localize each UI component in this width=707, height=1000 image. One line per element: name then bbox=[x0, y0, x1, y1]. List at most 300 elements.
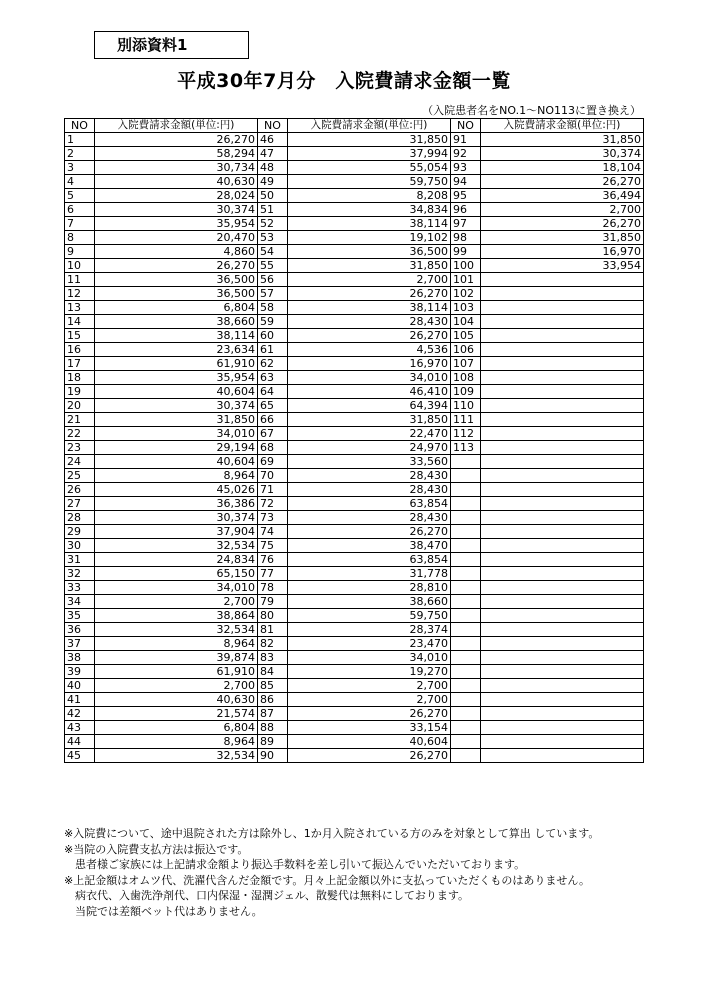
row-amount: 45,026 bbox=[95, 483, 258, 497]
row-amount bbox=[481, 441, 644, 455]
row-amount: 8,964 bbox=[95, 735, 258, 749]
row-no: 102 bbox=[451, 287, 481, 301]
row-no: 78 bbox=[258, 581, 288, 595]
row-no bbox=[451, 511, 481, 525]
row-amount: 34,010 bbox=[95, 427, 258, 441]
row-no: 55 bbox=[258, 259, 288, 273]
row-amount bbox=[481, 413, 644, 427]
row-no: 31 bbox=[65, 553, 95, 567]
row-no: 80 bbox=[258, 609, 288, 623]
row-amount: 26,270 bbox=[288, 329, 451, 343]
row-amount: 2,700 bbox=[95, 679, 258, 693]
row-amount: 31,850 bbox=[288, 413, 451, 427]
row-no: 108 bbox=[451, 371, 481, 385]
row-amount bbox=[481, 567, 644, 581]
row-amount: 61,910 bbox=[95, 357, 258, 371]
row-amount bbox=[481, 343, 644, 357]
row-amount bbox=[481, 273, 644, 287]
table-row bbox=[65, 427, 644, 441]
row-amount: 38,660 bbox=[288, 595, 451, 609]
table-row bbox=[65, 707, 644, 721]
table-row bbox=[65, 147, 644, 161]
row-amount: 39,874 bbox=[95, 651, 258, 665]
note-line: ※当院の入院費支払方法は振込です。 bbox=[64, 842, 249, 856]
row-amount bbox=[481, 399, 644, 413]
table-row bbox=[65, 273, 644, 287]
row-no bbox=[451, 735, 481, 749]
row-amount: 36,500 bbox=[95, 273, 258, 287]
row-no: 69 bbox=[258, 455, 288, 469]
row-no: 88 bbox=[258, 721, 288, 735]
table-row bbox=[65, 343, 644, 357]
row-no: 94 bbox=[451, 175, 481, 189]
row-no: 92 bbox=[451, 147, 481, 161]
row-no: 81 bbox=[258, 623, 288, 637]
table-row bbox=[65, 595, 644, 609]
row-amount: 40,630 bbox=[95, 175, 258, 189]
row-amount: 6,804 bbox=[95, 721, 258, 735]
row-no: 62 bbox=[258, 357, 288, 371]
row-no: 42 bbox=[65, 707, 95, 721]
row-amount: 18,104 bbox=[481, 161, 644, 175]
row-amount: 6,804 bbox=[95, 301, 258, 315]
row-amount: 8,208 bbox=[288, 189, 451, 203]
row-amount: 26,270 bbox=[481, 175, 644, 189]
row-no bbox=[451, 525, 481, 539]
row-no: 72 bbox=[258, 497, 288, 511]
row-amount: 19,102 bbox=[288, 231, 451, 245]
row-amount: 19,270 bbox=[288, 665, 451, 679]
table-row bbox=[65, 329, 644, 343]
row-no: 48 bbox=[258, 161, 288, 175]
row-no: 51 bbox=[258, 203, 288, 217]
row-no: 57 bbox=[258, 287, 288, 301]
row-no: 75 bbox=[258, 539, 288, 553]
row-no: 1 bbox=[65, 133, 95, 147]
row-amount bbox=[481, 707, 644, 721]
table-row bbox=[65, 525, 644, 539]
row-amount: 26,270 bbox=[95, 133, 258, 147]
table-row bbox=[65, 637, 644, 651]
row-no: 36 bbox=[65, 623, 95, 637]
row-no: 91 bbox=[451, 133, 481, 147]
row-no: 47 bbox=[258, 147, 288, 161]
row-amount: 2,700 bbox=[481, 203, 644, 217]
row-no bbox=[451, 609, 481, 623]
row-amount bbox=[481, 637, 644, 651]
note-line: 病衣代、入歯洗浄剤代、口内保湿・湿潤ジェル、散髪代は無料にしております。 bbox=[64, 889, 470, 902]
table-row bbox=[65, 469, 644, 483]
row-amount: 26,270 bbox=[95, 259, 258, 273]
row-amount: 31,850 bbox=[95, 413, 258, 427]
row-amount: 23,470 bbox=[288, 637, 451, 651]
row-no: 2 bbox=[65, 147, 95, 161]
row-amount bbox=[481, 483, 644, 497]
row-no: 112 bbox=[451, 427, 481, 441]
row-no bbox=[451, 707, 481, 721]
row-amount: 36,386 bbox=[95, 497, 258, 511]
row-no: 58 bbox=[258, 301, 288, 315]
row-no: 9 bbox=[65, 245, 95, 259]
row-amount: 38,660 bbox=[95, 315, 258, 329]
row-amount bbox=[481, 525, 644, 539]
table-row bbox=[65, 231, 644, 245]
row-amount: 34,010 bbox=[288, 651, 451, 665]
row-amount: 32,534 bbox=[95, 623, 258, 637]
row-no: 24 bbox=[65, 455, 95, 469]
row-no: 86 bbox=[258, 693, 288, 707]
row-no: 11 bbox=[65, 273, 95, 287]
row-amount: 38,470 bbox=[288, 539, 451, 553]
row-no: 4 bbox=[65, 175, 95, 189]
row-amount bbox=[481, 679, 644, 693]
row-amount bbox=[481, 301, 644, 315]
row-amount: 30,374 bbox=[95, 203, 258, 217]
row-no: 74 bbox=[258, 525, 288, 539]
row-no: 67 bbox=[258, 427, 288, 441]
row-amount: 26,270 bbox=[288, 525, 451, 539]
row-amount: 31,850 bbox=[288, 133, 451, 147]
row-amount: 46,410 bbox=[288, 385, 451, 399]
row-no: 106 bbox=[451, 343, 481, 357]
table-row bbox=[65, 287, 644, 301]
row-no: 41 bbox=[65, 693, 95, 707]
row-amount: 28,430 bbox=[288, 315, 451, 329]
row-amount: 59,750 bbox=[288, 175, 451, 189]
row-amount: 22,470 bbox=[288, 427, 451, 441]
row-amount bbox=[481, 581, 644, 595]
row-amount: 28,374 bbox=[288, 623, 451, 637]
table-row bbox=[65, 455, 644, 469]
row-no: 25 bbox=[65, 469, 95, 483]
table-row bbox=[65, 217, 644, 231]
row-no: 53 bbox=[258, 231, 288, 245]
row-no: 3 bbox=[65, 161, 95, 175]
row-amount bbox=[481, 665, 644, 679]
row-no: 111 bbox=[451, 413, 481, 427]
row-no: 7 bbox=[65, 217, 95, 231]
row-no: 17 bbox=[65, 357, 95, 371]
row-no: 73 bbox=[258, 511, 288, 525]
row-amount bbox=[481, 721, 644, 735]
row-no bbox=[451, 567, 481, 581]
row-amount: 2,700 bbox=[288, 693, 451, 707]
row-amount: 4,536 bbox=[288, 343, 451, 357]
row-amount: 40,604 bbox=[288, 735, 451, 749]
row-amount: 24,834 bbox=[95, 553, 258, 567]
row-no: 77 bbox=[258, 567, 288, 581]
table-row bbox=[65, 749, 644, 763]
row-no: 109 bbox=[451, 385, 481, 399]
row-amount: 2,700 bbox=[95, 595, 258, 609]
row-amount bbox=[481, 455, 644, 469]
table-row bbox=[65, 553, 644, 567]
header-no: NO bbox=[451, 119, 481, 133]
row-no bbox=[451, 693, 481, 707]
row-no: 113 bbox=[451, 441, 481, 455]
row-no: 107 bbox=[451, 357, 481, 371]
table-row bbox=[65, 133, 644, 147]
row-no: 103 bbox=[451, 301, 481, 315]
row-no: 22 bbox=[65, 427, 95, 441]
row-amount bbox=[481, 511, 644, 525]
row-amount: 31,850 bbox=[481, 133, 644, 147]
table-row bbox=[65, 539, 644, 553]
table-row bbox=[65, 651, 644, 665]
row-amount: 2,700 bbox=[288, 273, 451, 287]
row-no: 15 bbox=[65, 329, 95, 343]
table-row bbox=[65, 315, 644, 329]
row-no: 5 bbox=[65, 189, 95, 203]
row-amount: 16,970 bbox=[481, 245, 644, 259]
row-amount: 64,394 bbox=[288, 399, 451, 413]
row-no: 35 bbox=[65, 609, 95, 623]
row-amount: 32,534 bbox=[95, 749, 258, 763]
row-no: 68 bbox=[258, 441, 288, 455]
table-row bbox=[65, 721, 644, 735]
row-no: 96 bbox=[451, 203, 481, 217]
note-line: ※入院費について、途中退院された方は除外し、1か月入院されている方のみを対象として算出 しています。 bbox=[64, 827, 600, 840]
row-amount: 37,904 bbox=[95, 525, 258, 539]
row-no: 89 bbox=[258, 735, 288, 749]
row-amount: 31,850 bbox=[288, 259, 451, 273]
row-no: 50 bbox=[258, 189, 288, 203]
row-no: 71 bbox=[258, 483, 288, 497]
attachment-label: 別添資料1 bbox=[94, 31, 249, 59]
row-no: 6 bbox=[65, 203, 95, 217]
row-amount: 40,604 bbox=[95, 455, 258, 469]
row-amount: 26,270 bbox=[288, 749, 451, 763]
row-no: 79 bbox=[258, 595, 288, 609]
row-no: 83 bbox=[258, 651, 288, 665]
row-no bbox=[451, 539, 481, 553]
row-amount bbox=[481, 329, 644, 343]
row-no bbox=[451, 665, 481, 679]
row-amount: 38,114 bbox=[95, 329, 258, 343]
table-row bbox=[65, 189, 644, 203]
row-no: 105 bbox=[451, 329, 481, 343]
header-amount: 入院費請求金額(単位:円) bbox=[481, 119, 644, 133]
table-row bbox=[65, 259, 644, 273]
row-amount bbox=[481, 315, 644, 329]
table-header-row bbox=[65, 119, 644, 133]
row-amount bbox=[481, 651, 644, 665]
table-row bbox=[65, 623, 644, 637]
row-amount: 2,700 bbox=[288, 679, 451, 693]
header-no: NO bbox=[65, 119, 95, 133]
row-no: 104 bbox=[451, 315, 481, 329]
table-row bbox=[65, 301, 644, 315]
row-amount: 29,194 bbox=[95, 441, 258, 455]
row-amount: 24,970 bbox=[288, 441, 451, 455]
row-amount: 33,954 bbox=[481, 259, 644, 273]
row-amount: 28,810 bbox=[288, 581, 451, 595]
row-amount: 26,270 bbox=[288, 707, 451, 721]
row-amount: 4,860 bbox=[95, 245, 258, 259]
row-amount: 30,374 bbox=[95, 399, 258, 413]
table-row bbox=[65, 161, 644, 175]
row-no: 110 bbox=[451, 399, 481, 413]
row-no: 20 bbox=[65, 399, 95, 413]
row-no: 66 bbox=[258, 413, 288, 427]
row-no: 54 bbox=[258, 245, 288, 259]
row-no: 76 bbox=[258, 553, 288, 567]
table-row bbox=[65, 245, 644, 259]
row-amount bbox=[481, 553, 644, 567]
row-no: 16 bbox=[65, 343, 95, 357]
row-amount bbox=[481, 427, 644, 441]
table-row bbox=[65, 735, 644, 749]
row-no: 82 bbox=[258, 637, 288, 651]
row-no: 61 bbox=[258, 343, 288, 357]
row-no: 56 bbox=[258, 273, 288, 287]
row-no: 64 bbox=[258, 385, 288, 399]
row-amount: 30,734 bbox=[95, 161, 258, 175]
table-row bbox=[65, 665, 644, 679]
row-no: 21 bbox=[65, 413, 95, 427]
header-amount: 入院費請求金額(単位:円) bbox=[95, 119, 258, 133]
row-amount: 21,574 bbox=[95, 707, 258, 721]
row-no bbox=[451, 595, 481, 609]
note-line: 患者様ご家族には上記請求金額より振込手数料を差し引いて振込んでいただいております。 bbox=[64, 858, 526, 871]
row-amount: 28,024 bbox=[95, 189, 258, 203]
row-no: 90 bbox=[258, 749, 288, 763]
table-row bbox=[65, 175, 644, 189]
row-amount: 58,294 bbox=[95, 147, 258, 161]
row-no bbox=[451, 651, 481, 665]
row-no bbox=[451, 721, 481, 735]
row-amount: 28,430 bbox=[288, 511, 451, 525]
row-no: 8 bbox=[65, 231, 95, 245]
row-amount: 32,534 bbox=[95, 539, 258, 553]
row-no bbox=[451, 483, 481, 497]
row-no: 46 bbox=[258, 133, 288, 147]
row-amount: 30,374 bbox=[95, 511, 258, 525]
row-no: 37 bbox=[65, 637, 95, 651]
table-row bbox=[65, 413, 644, 427]
row-amount: 30,374 bbox=[481, 147, 644, 161]
row-no: 29 bbox=[65, 525, 95, 539]
row-no: 13 bbox=[65, 301, 95, 315]
row-no bbox=[451, 553, 481, 567]
row-no bbox=[451, 749, 481, 763]
note-line: 当院では差額ベット代はありません。 bbox=[64, 904, 263, 918]
page-subtitle: （入院患者名をNO.1～NO113に置き換え） bbox=[422, 104, 641, 117]
row-no bbox=[451, 637, 481, 651]
row-amount: 20,470 bbox=[95, 231, 258, 245]
row-amount: 28,430 bbox=[288, 483, 451, 497]
row-no: 27 bbox=[65, 497, 95, 511]
row-amount: 59,750 bbox=[288, 609, 451, 623]
table-row bbox=[65, 441, 644, 455]
row-amount bbox=[481, 693, 644, 707]
row-amount: 35,954 bbox=[95, 371, 258, 385]
table-row bbox=[65, 511, 644, 525]
row-amount: 34,010 bbox=[288, 371, 451, 385]
row-amount bbox=[481, 749, 644, 763]
row-amount: 55,054 bbox=[288, 161, 451, 175]
page-title: 平成30年7月分 入院費請求金額一覧 bbox=[177, 70, 511, 92]
row-no: 100 bbox=[451, 259, 481, 273]
row-amount bbox=[481, 623, 644, 637]
row-no: 65 bbox=[258, 399, 288, 413]
row-no: 28 bbox=[65, 511, 95, 525]
row-no: 18 bbox=[65, 371, 95, 385]
table-row bbox=[65, 203, 644, 217]
row-no: 19 bbox=[65, 385, 95, 399]
row-no: 40 bbox=[65, 679, 95, 693]
row-no: 14 bbox=[65, 315, 95, 329]
table-row bbox=[65, 483, 644, 497]
row-amount: 36,494 bbox=[481, 189, 644, 203]
row-no: 70 bbox=[258, 469, 288, 483]
row-no: 84 bbox=[258, 665, 288, 679]
row-amount: 38,114 bbox=[288, 217, 451, 231]
row-amount: 31,778 bbox=[288, 567, 451, 581]
row-amount: 33,154 bbox=[288, 721, 451, 735]
table-row bbox=[65, 385, 644, 399]
row-amount bbox=[481, 357, 644, 371]
row-amount: 23,634 bbox=[95, 343, 258, 357]
header-no: NO bbox=[258, 119, 288, 133]
table-row bbox=[65, 567, 644, 581]
row-no: 34 bbox=[65, 595, 95, 609]
row-no: 87 bbox=[258, 707, 288, 721]
row-no: 49 bbox=[258, 175, 288, 189]
row-amount bbox=[481, 735, 644, 749]
row-amount: 61,910 bbox=[95, 665, 258, 679]
row-no bbox=[451, 497, 481, 511]
header-amount: 入院費請求金額(単位:円) bbox=[288, 119, 451, 133]
row-no: 60 bbox=[258, 329, 288, 343]
row-no: 101 bbox=[451, 273, 481, 287]
row-no: 33 bbox=[65, 581, 95, 595]
row-amount: 34,010 bbox=[95, 581, 258, 595]
table-row bbox=[65, 679, 644, 693]
row-amount: 8,964 bbox=[95, 469, 258, 483]
row-amount: 40,630 bbox=[95, 693, 258, 707]
row-no: 30 bbox=[65, 539, 95, 553]
row-amount bbox=[481, 385, 644, 399]
row-amount bbox=[481, 287, 644, 301]
row-no: 93 bbox=[451, 161, 481, 175]
table-row bbox=[65, 581, 644, 595]
row-amount: 8,964 bbox=[95, 637, 258, 651]
row-amount: 36,500 bbox=[288, 245, 451, 259]
row-amount: 34,834 bbox=[288, 203, 451, 217]
row-no: 43 bbox=[65, 721, 95, 735]
row-amount: 28,430 bbox=[288, 469, 451, 483]
row-no bbox=[451, 581, 481, 595]
row-no bbox=[451, 469, 481, 483]
row-no: 45 bbox=[65, 749, 95, 763]
row-amount bbox=[481, 371, 644, 385]
row-no: 38 bbox=[65, 651, 95, 665]
row-no: 26 bbox=[65, 483, 95, 497]
row-amount bbox=[481, 539, 644, 553]
row-no: 97 bbox=[451, 217, 481, 231]
row-no: 98 bbox=[451, 231, 481, 245]
row-no: 44 bbox=[65, 735, 95, 749]
row-no: 85 bbox=[258, 679, 288, 693]
row-no: 52 bbox=[258, 217, 288, 231]
row-amount: 36,500 bbox=[95, 287, 258, 301]
row-amount: 38,864 bbox=[95, 609, 258, 623]
row-amount: 26,270 bbox=[481, 217, 644, 231]
table-row bbox=[65, 609, 644, 623]
row-no: 12 bbox=[65, 287, 95, 301]
row-amount bbox=[481, 469, 644, 483]
